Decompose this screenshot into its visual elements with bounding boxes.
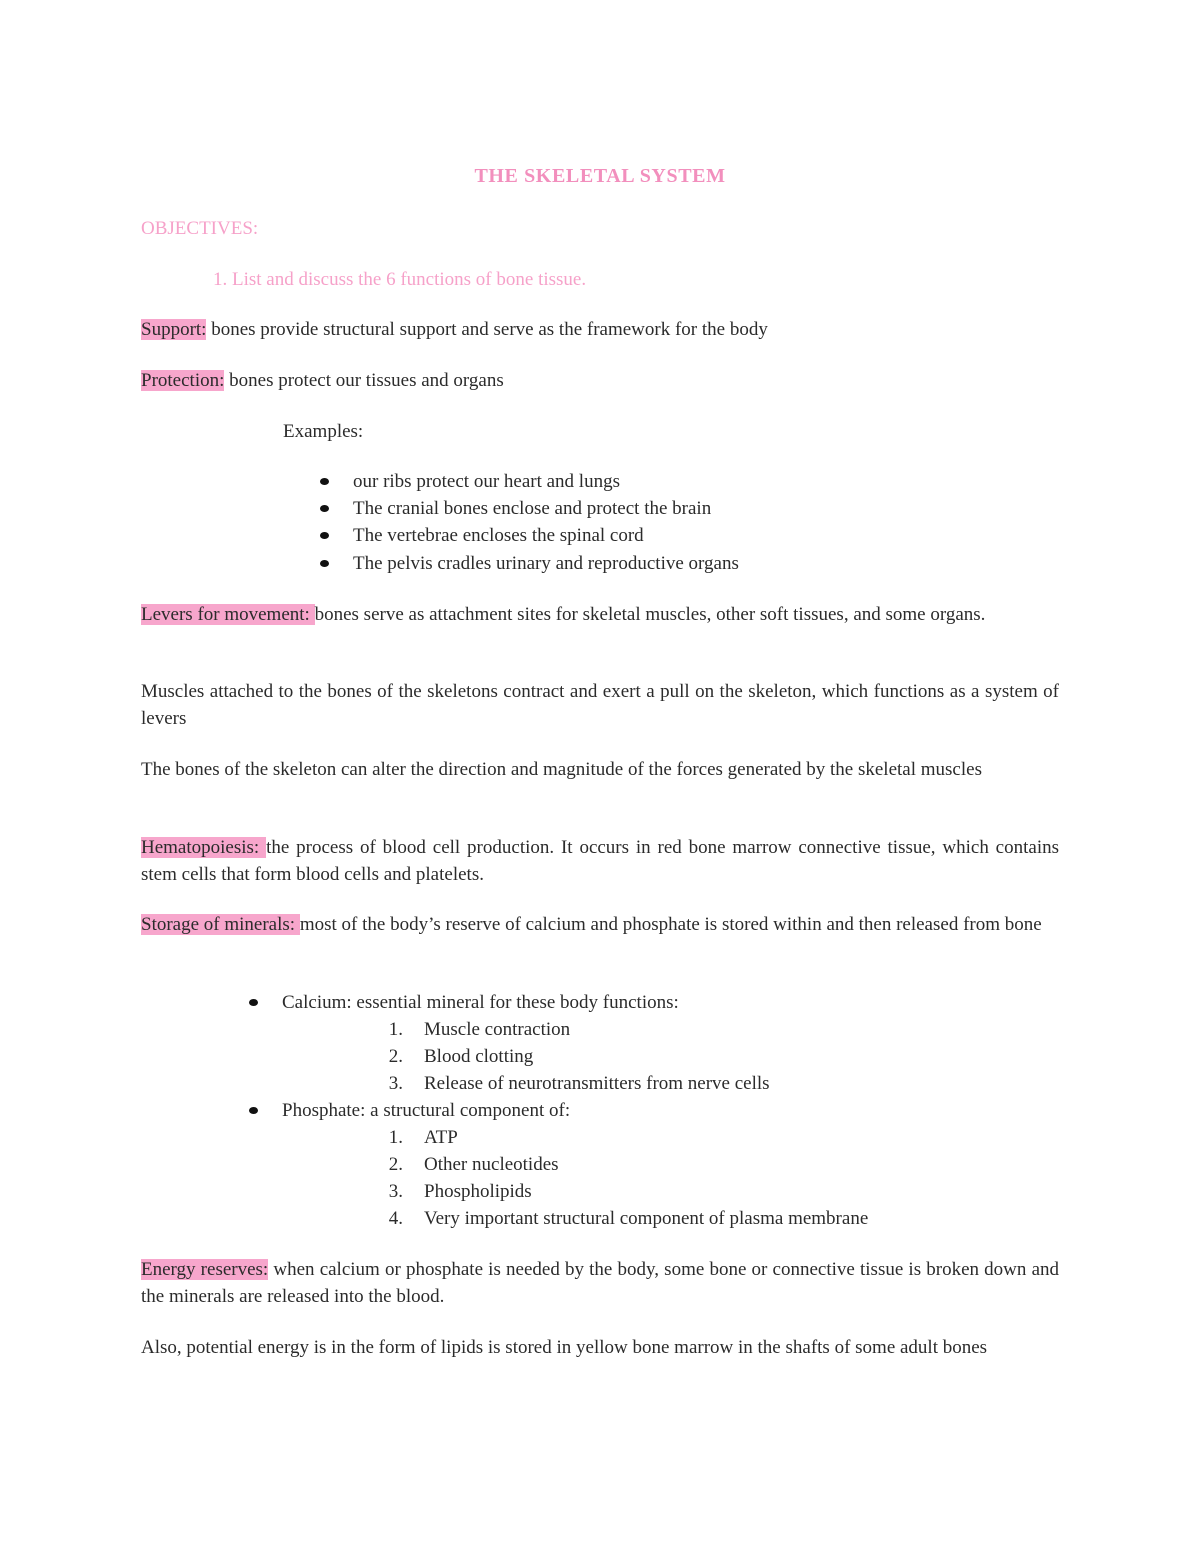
list-number: 1. [388,1019,403,1040]
example-item: The pelvis cradles urinary and reproductive organs [353,553,739,574]
bullet-icon [320,478,329,485]
hematopoiesis-paragraph [141,834,1059,888]
phosphate-label: Phosphate: a structural component of: [282,1100,571,1121]
objectives-label: OBJECTIVES: [141,218,259,239]
example-item: our ribs protect our heart and lungs [353,471,620,492]
calcium-label: Calcium: essential mineral for these body functions: [282,992,679,1013]
protection-term: Protection: [141,370,225,391]
example-item: The cranial bones enclose and protect the brain [353,498,712,519]
list-number: 3. [388,1073,403,1094]
phosphate-item: Phospholipids [424,1181,532,1202]
storage-text: most of the body’s reserve of calcium and phosphate is stored within and then released from bone [299,914,1042,935]
phosphate-item: ATP [424,1127,458,1148]
levers-term: Levers for movement: [141,604,315,625]
calcium-item: Muscle contraction [424,1019,571,1040]
energy-paragraph [141,1256,1059,1310]
hematopoiesis-text: the process of blood cell production. It occurs in red bone marrow connective tissue, which contains stem cells that form blood cells and platelets. [141,837,1059,885]
calcium-item: Blood clotting [424,1046,534,1067]
bullet-icon [320,560,329,567]
list-number: 4. [388,1208,403,1229]
support-paragraph [141,316,768,343]
phosphate-item: Very important structural component of plasma membrane [424,1208,869,1229]
list-number: 2. [388,1154,403,1175]
support-term: Support: [141,319,207,340]
energy-text: when calcium or phosphate is needed by the body, some bone or connective tissue is broken down and the minerals are released into the blood. [141,1259,1059,1307]
list-number: 3. [388,1181,403,1202]
example-item: The vertebrae encloses the spinal cord [353,525,644,546]
levers-paragraph-2: Muscles attached to the bones of the skeletons contract and exert a pull on the skeleton, which functions as a system of levers [141,681,1059,729]
examples-label: Examples: [283,421,364,442]
protection-paragraph [141,367,504,394]
page-title: THE SKELETAL SYSTEM [474,165,726,187]
bullet-icon [249,999,258,1006]
storage-paragraph [141,911,1059,938]
levers-paragraph [141,601,1059,628]
hematopoiesis-term: Hematopoiesis: [141,837,267,858]
energy-paragraph-2: Also, potential energy is in the form of lipids is stored in yellow bone marrow in the shafts of some adult bones [141,1337,988,1358]
protection-text: bones protect our tissues and organs [224,370,504,391]
bullet-icon [320,532,329,539]
list-number: 1. [388,1127,403,1148]
list-number: 2. [388,1046,403,1067]
calcium-item: Release of neurotransmitters from nerve cells [424,1073,770,1094]
levers-text: bones serve as attachment sites for skeletal muscles, other soft tissues, and some organs. [314,604,986,625]
energy-term: Energy reserves: [141,1259,269,1280]
levers-paragraph-3: The bones of the skeleton can alter the direction and magnitude of the forces generated by the skeletal muscles [141,759,982,780]
bullet-icon [320,505,329,512]
objective-item-1: 1. List and discuss the 6 functions of bone tissue. [213,269,587,290]
phosphate-item: Other nucleotides [424,1154,559,1175]
storage-term: Storage of minerals: [141,914,300,935]
support-text: bones provide structural support and serve as the framework for the body [206,319,768,340]
bullet-icon [249,1107,258,1114]
